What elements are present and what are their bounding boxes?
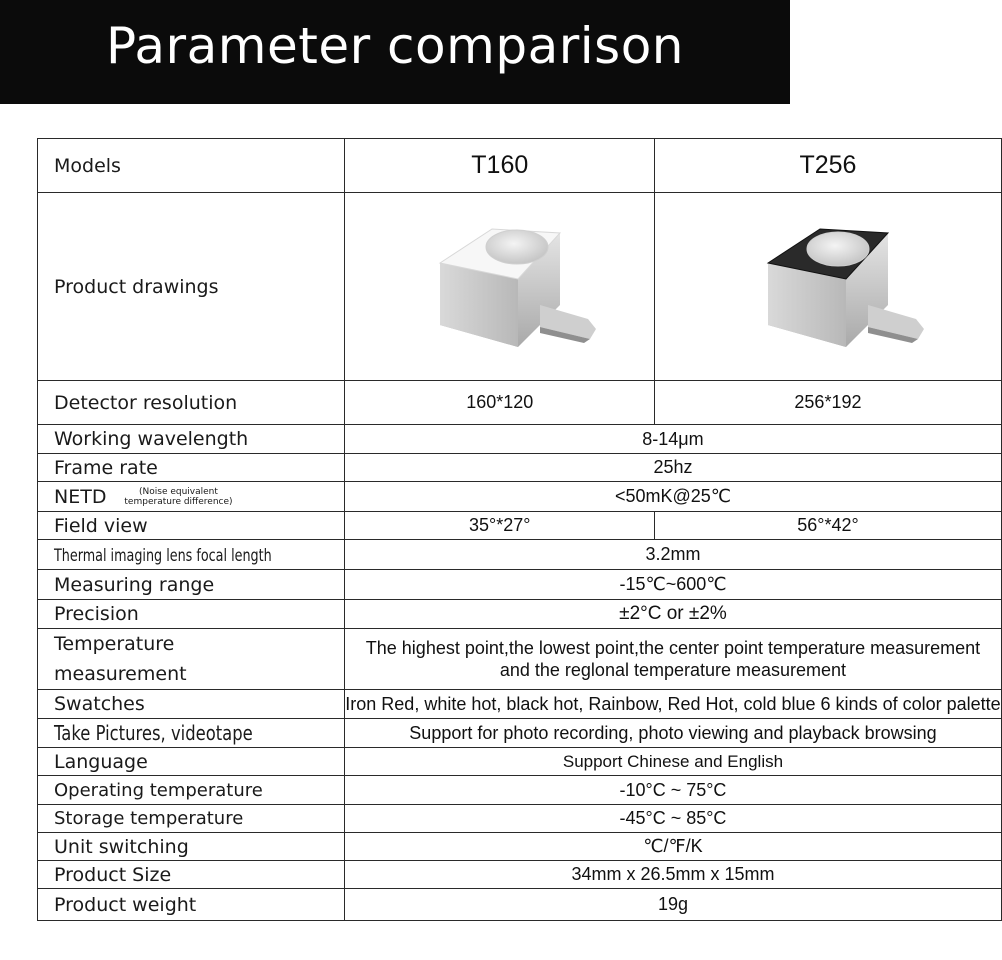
t256-drawing-cell bbox=[655, 193, 1001, 381]
label-measuring-range: Measuring range bbox=[38, 570, 345, 600]
label-field-view: Field view bbox=[38, 512, 345, 540]
label-models: Models bbox=[38, 139, 345, 193]
label-product-size: Product Size bbox=[38, 861, 345, 889]
label-product-drawings: Product drawings bbox=[38, 193, 345, 381]
row-measuring-range bbox=[38, 570, 1002, 600]
label-detector-resolution: Detector resolution bbox=[38, 381, 345, 425]
label-take-pictures bbox=[38, 719, 345, 748]
label-precision: Precision bbox=[38, 600, 345, 629]
title-banner bbox=[0, 0, 790, 104]
row-temperature-measurement bbox=[38, 629, 1002, 690]
value-frame-rate: 25hz bbox=[345, 454, 1001, 482]
label-unit-switching: Unit switching bbox=[38, 833, 345, 861]
label-storage-temperature: Storage temperature bbox=[38, 805, 345, 833]
row-unit-switching bbox=[38, 833, 1002, 861]
label-language: Language bbox=[38, 748, 345, 776]
value-storage-temperature: -45°C ~ 85°C bbox=[345, 805, 1001, 833]
label-working-wavelength: Working wavelength bbox=[38, 425, 345, 454]
row-product-size bbox=[38, 861, 1002, 889]
label-swatches: Swatches bbox=[38, 690, 345, 719]
t160-detector-resolution: 160*120 bbox=[345, 381, 655, 425]
value-working-wavelength: 8-14μm bbox=[345, 425, 1001, 454]
row-focal-length bbox=[38, 540, 1002, 570]
take-pictures-label-text: Take Pictures, videotape bbox=[54, 721, 253, 745]
t160-device-image bbox=[400, 207, 600, 367]
label-focal-length bbox=[38, 540, 345, 570]
row-detector-resolution bbox=[38, 381, 1002, 425]
label-product-weight: Product weight bbox=[38, 889, 345, 921]
value-measuring-range: -15℃~600℃ bbox=[345, 570, 1001, 600]
row-operating-temperature bbox=[38, 776, 1002, 805]
value-swatches: Iron Red, white hot, black hot, Rainbow, Red Hot, cold blue 6 kinds of color palette bbox=[345, 690, 1001, 719]
label-frame-rate: Frame rate bbox=[38, 454, 345, 482]
netd-note: (Noise equivalent temperature difference) bbox=[124, 487, 233, 507]
t160-drawing-cell bbox=[345, 193, 655, 381]
row-working-wavelength bbox=[38, 425, 1002, 454]
value-take-pictures: Support for photo recording, photo viewing and playback browsing bbox=[345, 719, 1001, 748]
row-precision bbox=[38, 600, 1002, 629]
t256-detector-resolution: 256*192 bbox=[655, 381, 1001, 425]
label-temperature-measurement: Temperature measurement bbox=[38, 629, 345, 690]
value-language: Support Chinese and English bbox=[345, 748, 1001, 776]
row-language bbox=[38, 748, 1002, 776]
row-swatches bbox=[38, 690, 1002, 719]
row-product-drawings bbox=[38, 193, 1002, 381]
netd-label-text: NETD bbox=[54, 485, 107, 508]
value-operating-temperature: -10°C ~ 75°C bbox=[345, 776, 1001, 805]
row-storage-temperature bbox=[38, 805, 1002, 833]
value-temperature-measurement: The highest point,the lowest point,the center point temperature measurement and the reglonal temperature measurement bbox=[345, 629, 1001, 690]
t256-device-image bbox=[728, 207, 928, 367]
value-unit-switching: ℃/℉/K bbox=[345, 833, 1001, 861]
value-precision: ±2°C or ±2% bbox=[345, 600, 1001, 629]
parameter-table bbox=[37, 138, 1002, 921]
row-frame-rate bbox=[38, 454, 1002, 482]
focal-length-label-text: Thermal imaging lens focal length bbox=[54, 545, 272, 566]
row-netd bbox=[38, 482, 1002, 512]
model-t160-header: T160 bbox=[345, 139, 655, 193]
value-product-weight: 19g bbox=[345, 889, 1001, 921]
row-product-weight bbox=[38, 889, 1002, 921]
row-models bbox=[38, 139, 1002, 193]
label-operating-temperature: Operating temperature bbox=[38, 776, 345, 805]
page-title: Parameter comparison bbox=[106, 17, 684, 75]
value-product-size: 34mm x 26.5mm x 15mm bbox=[345, 861, 1001, 889]
row-field-view bbox=[38, 512, 1002, 540]
label-netd bbox=[38, 482, 345, 512]
t256-field-view: 56°*42° bbox=[655, 512, 1001, 540]
value-netd: <50mK@25℃ bbox=[345, 482, 1001, 512]
value-focal-length: 3.2mm bbox=[345, 540, 1001, 570]
row-take-pictures bbox=[38, 719, 1002, 748]
model-t256-header: T256 bbox=[655, 139, 1001, 193]
t160-field-view: 35°*27° bbox=[345, 512, 655, 540]
